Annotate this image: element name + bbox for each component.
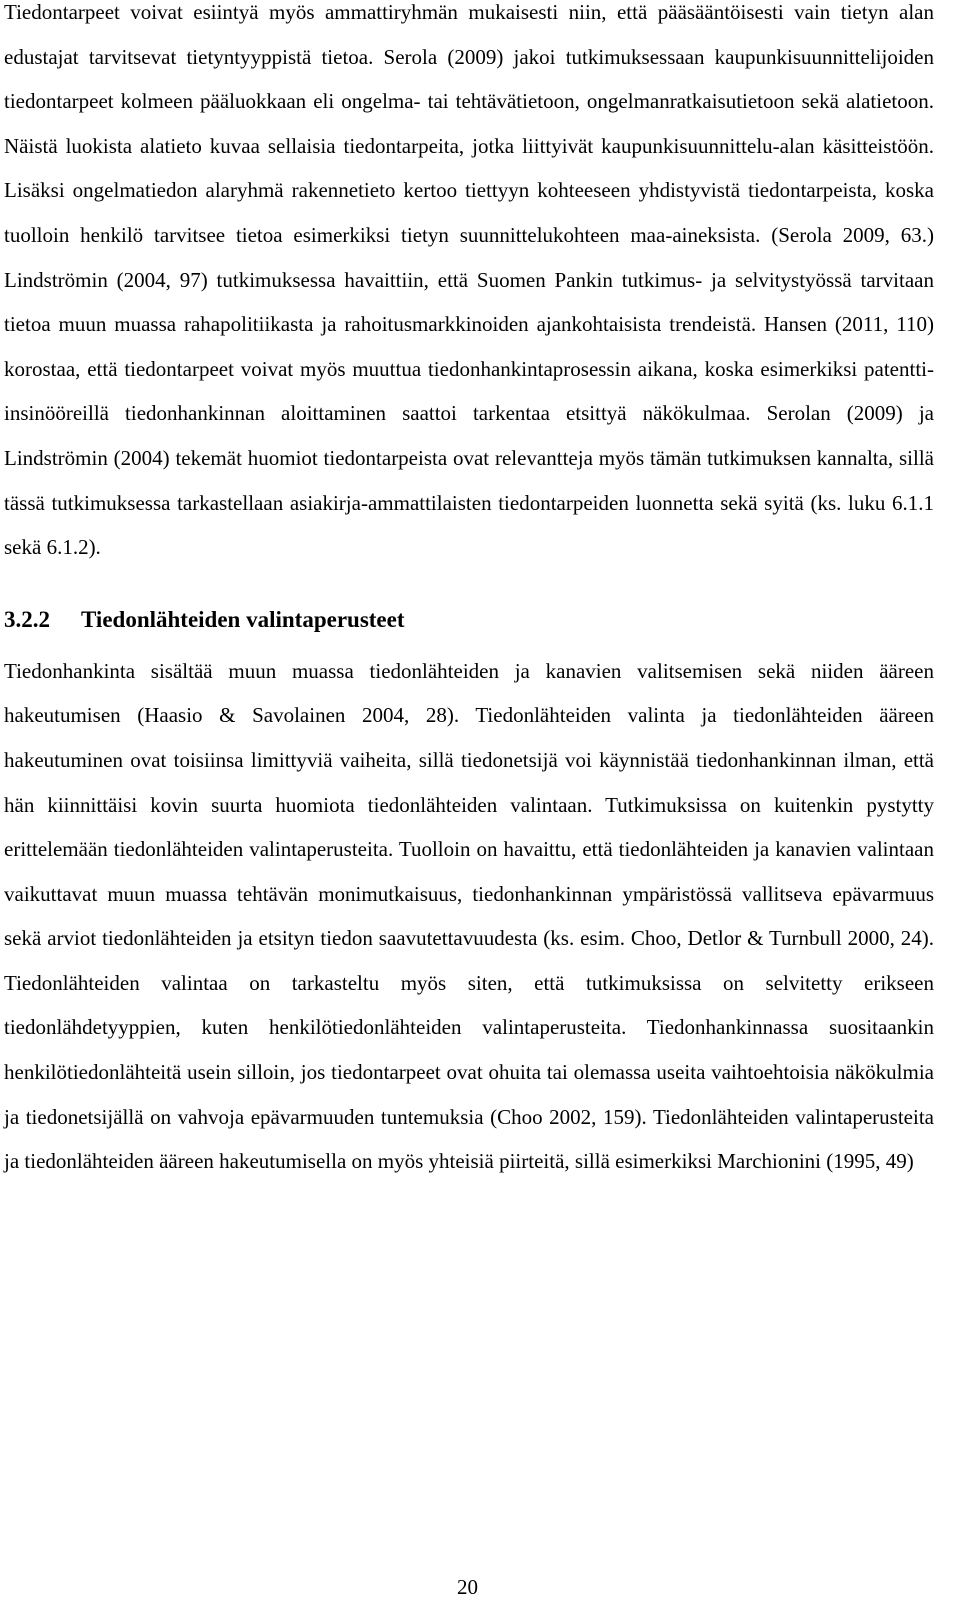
section-title: Tiedonlähteiden valintaperusteet [81,606,405,632]
section-number: 3.2.2 [4,606,50,632]
document-page [4,0,934,1184]
body-paragraph-2: Tiedonhankinta sisältää muun muassa tiedonlähteiden ja kanavien valitsemisen sekä niiden ääreen hakeutumisen (Haasio & Savolainen 2004, 28). Tiedonlähteiden valinta ja tiedonlähteiden ääreen hakeutuminen ovat toisiinsa limittyviä vaiheita, sillä tiedonetsijä voi käynnistää tiedonhankinnan ilman, että hän kiinnittäisi kovin suurta huomiota tiedonlähteiden valintaan. Tutkimuksissa on kuitenkin pystytty erittelemään tiedonlähteiden valintaperusteita. Tuolloin on havaittu, että tiedonlähteiden ja kanavien valintaan vaikuttavat muun muassa tehtävän monimutkaisuus, tiedonhankinnan ympäristössä vallitseva epävarmuus sekä arviot tiedonlähteiden ja etsityn tiedon saavutettavuudesta (ks. esim. Choo, Detlor & Turnbull 2000, 24). Tiedonlähteiden valintaa on tarkasteltu myös siten, että tutkimuksissa on selvitetty erikseen tiedonlähdetyyppien, kuten henkilötiedonlähteiden valintaperusteita. Tiedonhankinnassa suositaankin henkilötiedonlähteitä usein silloin, jos tiedontarpeet ovat ohuita tai olemassa useita vaihtoehtoisia näkökulmia ja tiedonetsijällä on vahvoja epävarmuuden tuntemuksia (Choo 2002, 159). Tiedonlähteiden valintaperusteita ja tiedonlähteiden ääreen hakeutumisella on myös yhteisiä piirteitä, sillä esimerkiksi Marchionini (1995, 49) [4,658,934,1174]
section-heading [4,598,934,642]
page-number: 20 [457,1575,478,1599]
body-paragraph-1: Tiedontarpeet voivat esiintyä myös ammattiryhmän mukaisesti niin, että pääsääntöisesti vain tietyn alan edustajat tarvitsevat tietyntyyppistä tietoa. Serola (2009) jakoi tutkimuksessaan kaupunkisuunnittelijoiden tiedontarpeet kolmeen pääluokkaan eli ongelma- tai tehtävätietoon, ongelmanratkaisutietoon sekä alatietoon. Näistä luokista alatieto kuvaa sellaisia tiedontarpeita, jotka liittyivät kaupunkisuunnittelu-alan käsitteistöön. Lisäksi ongelmatiedon alaryhmä rakennetieto kertoo tiettyyn kohteeseen yhdistyvistä tiedontarpeista, koska tuolloin henkilö tarvitsee tietoa esimerkiksi tietyn suunnittelukohteen maa-aineksista. (Serola 2009, 63.) Lindströmin (2004, 97) tutkimuksessa havaittiin, että Suomen Pankin tutkimus- ja selvitystyössä tarvitaan tietoa muun muassa rahapolitiikasta ja rahoitusmarkkinoiden ajankohtaisista trendeistä. Hansen (2011, 110) korostaa, että tiedontarpeet voivat myös muuttua tiedonhankintaprosessin aikana, koska esimerkiksi patentti-insinööreillä tiedonhankinnan aloittaminen saattoi tarkentaa etsittyä näkökulmaa. Serolan (2009) ja Lindströmin (2004) tekemät huomiot tiedontarpeista ovat relevantteja myös tämän tutkimuksen kannalta, sillä tässä tutkimuksessa tarkastellaan asiakirja-ammattilaisten tiedontarpeiden luonnetta sekä syitä (ks. luku 6.1.1 sekä 6.1.2). [4,0,934,560]
